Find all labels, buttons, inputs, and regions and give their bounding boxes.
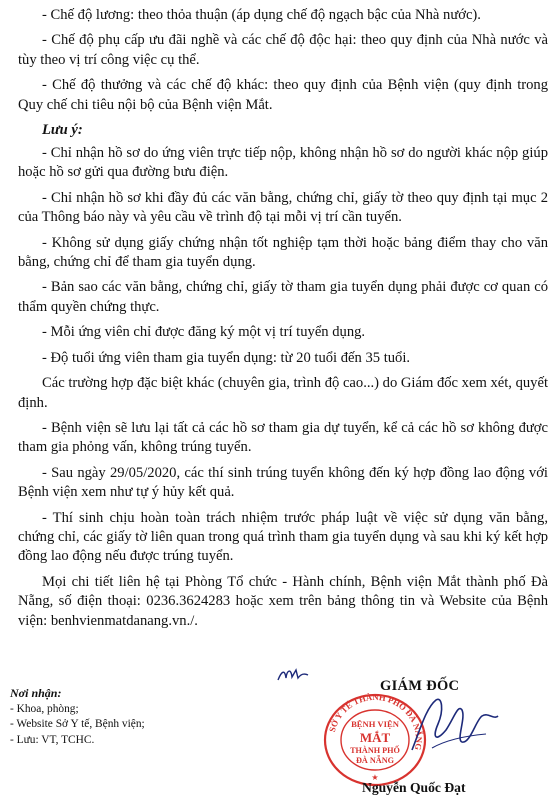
seal-line: BỆNH VIỆN [351,719,399,729]
recipient-item: - Lưu: VT, TCHC. [10,733,95,746]
seal-line: ĐÀ NẴNG [356,756,394,765]
note-heading: Lưu ý: [42,122,83,139]
note-item: Các trường hợp đặc biệt khác (chuyên gia, trình độ cao...) do Giám đốc xem xét, quyết định. [18,375,548,411]
note-item: - Độ tuổi ứng viên tham gia tuyển dụng: từ 20 tuổi đến 35 tuổi. [42,349,411,366]
note-item: - Sau ngày 29/05/2020, các thí sinh trúng tuyển không đến ký hợp đồng lao động với Bệnh viện xem như tự ý hủy kết quả. [18,464,548,501]
signer-name: Nguyễn Quốc Đạt [362,780,466,795]
contact-paragraph: Mọi chi tiết liên hệ tại Phòng Tổ chức - Hành chính, Bệnh viện Mắt thành phố Đà Nẵng, số điện thoại: 0236.3624283 hoặc xem trên bảng thông tin và Website của Bệnh viện: benhvienmatdanang.vn./. [18,573,548,629]
paragraph-bonus: - Chế độ thưởng và các chế độ khác: theo quy định của Bệnh viện (quy định trong Quy chế chi tiêu nội bộ của Bệnh viện Mắt. [18,77,548,113]
signer-title: GIÁM ĐỐC [380,678,460,694]
note-item: - Chỉ nhận hồ sơ khi đầy đủ các văn bằng, chứng chỉ, giấy tờ theo quy định tại mục 2 của Thông báo này và yêu cầu về trình độ tại mỗi vị trí cần tuyển. [18,189,548,226]
paragraph-salary: - Chế độ lương: theo thỏa thuận (áp dụng chế độ ngạch bậc của Nhà nước). [42,7,481,23]
note-item: - Bản sao các văn bằng, chứng chỉ, giấy tờ tham gia tuyển dụng phải được cơ quan có thẩm quyền chứng thực. [18,279,548,315]
paragraph-allowance: - Chế độ phụ cấp ưu đãi nghề và các chế độ độc hại: theo quy định của Nhà nước và tùy theo vị trí công việc cụ thể. [18,32,548,68]
document-body [18,6,548,637]
note-item: - Chỉ nhận hồ sơ do ứng viên trực tiếp nộp, không nhận hồ sơ do người khác nộp giúp hoặc hồ sơ gửi qua đường bưu điện. [18,145,548,181]
recipients-block [10,686,145,748]
seal-line: THÀNH PHỐ [350,746,400,755]
handwritten-signature [402,690,502,762]
seal-ring-text: SỞ Y TẾ THÀNH PHỐ ĐÀ NẴNG [326,692,425,751]
note-item: - Không sử dụng giấy chứng nhận tốt nghiệp tạm thời hoặc bảng điểm thay cho văn bằng, chứng chỉ để tham gia tuyển dụng. [18,234,548,271]
recipient-item: - Website Sở Y tế, Bệnh viện; [10,718,145,731]
document-footer [0,676,560,802]
seal-line: MẮT [359,730,391,745]
note-item: - Thí sinh chịu hoàn toàn trách nhiệm trước pháp luật về việc sử dụng văn bằng, chứng chỉ, các giấy tờ liên quan trong quá trình tham gia tuyển dụng và sau khi ký kết hợp đồng lao động nếu được trúng tuyển. [18,509,548,565]
seal-star-icon: ★ [371,773,379,782]
note-item: - Mỗi ứng viên chỉ được đăng ký một vị trí tuyển dụng. [42,324,366,341]
recipients-title: Nơi nhận: [10,686,62,700]
recipient-item: - Khoa, phòng; [10,702,79,715]
note-item: - Bệnh viện sẽ lưu lại tất cả các hồ sơ tham gia dự tuyển, kể cả các hồ sơ không được tham gia phỏng vấn, không trúng tuyển. [18,419,548,456]
